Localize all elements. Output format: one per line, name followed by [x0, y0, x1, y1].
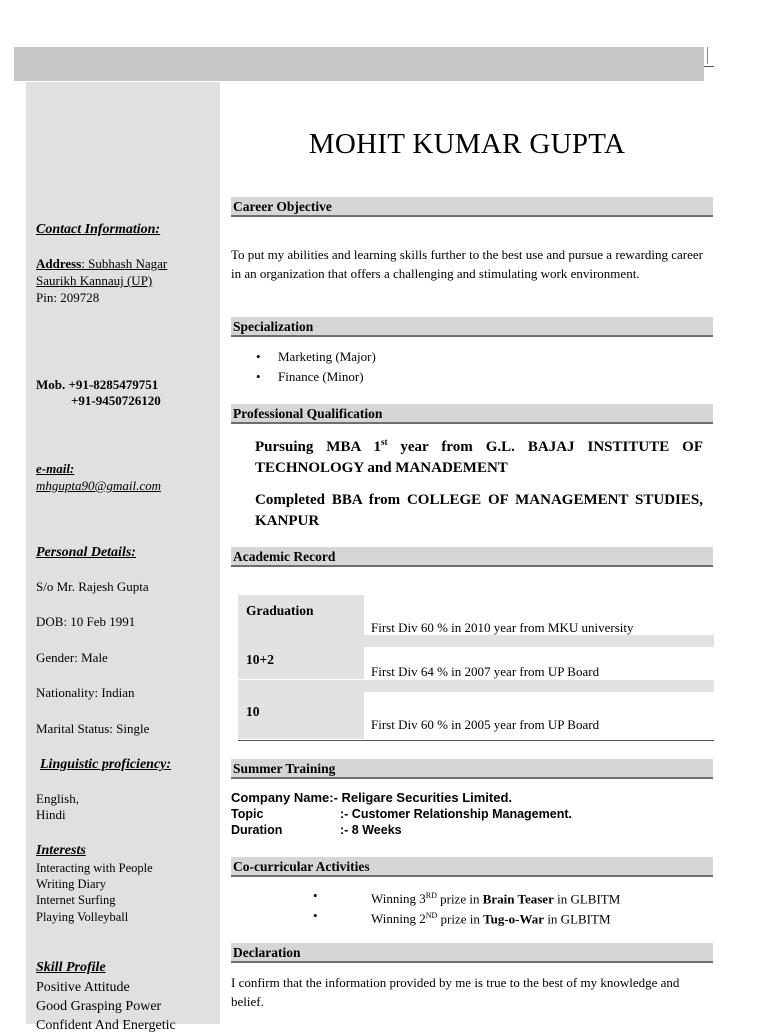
bullet-icon: • [313, 888, 318, 903]
skill-item: Confident And Energetic [36, 1018, 176, 1033]
interest-item: Internet Surfing [36, 893, 116, 907]
nationality: Nationality: Indian [36, 685, 135, 700]
cocurricular-heading: Co-curricular Activities [231, 857, 713, 877]
academic-label: 10+2 [238, 647, 364, 679]
qualification-2: Completed BBA from COLLEGE OF MANAGEMENT STUDIES, KANPUR [255, 492, 703, 529]
header-bar-edge [707, 47, 708, 64]
academic-label: Graduation [238, 595, 364, 635]
interest-item: Playing Volleyball [36, 910, 129, 924]
address-line2: Saurikh Kannauj (UP) [36, 273, 153, 288]
qualification-1-text: Pursuing MBA 1 [255, 439, 381, 455]
mobile-1: Mob. +91-8285479751 [36, 377, 159, 392]
dob: DOB: 10 Feb 1991 [36, 614, 136, 629]
academic-value: First Div 60 % in 2010 year from MKU university [371, 620, 634, 635]
gender: Gender: Male [36, 650, 108, 665]
marital-status: Marital Status: Single [36, 721, 150, 736]
skill-item: Good Grasping Power [36, 999, 162, 1014]
specialization-item [256, 367, 364, 387]
career-objective-text: To put my abilities and learning skills further to the best use and pursue a rewarding career in an organization that offers a challenging and stimulating work environment. [231, 247, 703, 281]
duration-label: Duration [231, 823, 283, 837]
cocurricular-event: Tug-o-War [483, 911, 545, 927]
topic-value: :- Customer Relationship Management. [340, 807, 572, 821]
skill-heading: Skill Profile [36, 960, 106, 975]
cocurricular-text: in GLBITM [544, 911, 611, 927]
academic-row-separator [238, 635, 714, 647]
summer-training-heading: Summer Training [231, 759, 713, 779]
company-name: Company Name:- Religare Securities Limited. [231, 790, 513, 805]
declaration-heading: Declaration [231, 943, 713, 963]
header-bar-tick [704, 66, 714, 67]
address-line1: : Subhash Nagar [81, 256, 168, 271]
academic-bottom-rule [238, 740, 714, 741]
language-2: Hindi [36, 807, 66, 822]
cocurricular-sup: RD [425, 891, 437, 900]
cocurricular-text: prize in [436, 891, 483, 907]
qualification-1 [255, 432, 703, 479]
specialization-label: Marketing (Major) [278, 349, 376, 364]
personal-heading: Personal Details: [36, 545, 136, 560]
email-link[interactable]: mhgupta90@gmail.com [36, 478, 161, 493]
address [36, 256, 167, 272]
bullet-icon: • [256, 369, 261, 384]
specialization-item [256, 347, 376, 367]
declaration-text: I confirm that the information provided by me is true to the best of my knowledge and belief. [231, 975, 680, 1009]
mobile-2: +91-9450726120 [71, 393, 161, 408]
header-bar [14, 47, 704, 81]
specialization-heading: Specialization [231, 317, 713, 337]
skill-item: Positive Attitude [36, 980, 130, 995]
contact-heading: Contact Information: [36, 222, 161, 237]
bullet-icon: • [313, 908, 318, 923]
qualification-1-rest: year from G.L. BAJAJ INSTITUTE OF TECHNOLOGY and MANADEMENT [255, 439, 703, 476]
qualification-1-sup: st [380, 437, 388, 447]
cocurricular-sup: ND [425, 911, 438, 920]
academic-value: First Div 64 % in 2007 year from UP Board [371, 664, 600, 679]
topic-label: Topic [231, 807, 264, 821]
linguistic-heading: Linguistic proficiency: [40, 757, 172, 772]
academic-row-separator [238, 680, 714, 692]
pin: Pin: 209728 [36, 290, 100, 305]
cocurricular-text: prize in [437, 911, 484, 927]
bullet-icon: • [256, 349, 261, 364]
academic-heading: Academic Record [231, 547, 713, 567]
qualification-heading: Professional Qualification [231, 404, 713, 424]
academic-label: 10 [238, 692, 364, 739]
cocurricular-event: Brain Teaser [482, 891, 554, 907]
cocurricular-text: Winning 2 [371, 911, 426, 927]
academic-value: First Div 60 % in 2005 year from UP Board [371, 717, 600, 732]
father-name: S/o Mr. Rajesh Gupta [36, 579, 149, 594]
interest-item: Interacting with People [36, 861, 153, 875]
email-label: e-mail: [36, 461, 75, 476]
interest-item: Writing Diary [36, 877, 106, 891]
interests-heading: Interests [36, 843, 86, 858]
cocurricular-text: in GLBITM [553, 891, 621, 907]
specialization-label: Finance (Minor) [278, 369, 364, 384]
candidate-name: MOHIT KUMAR GUPTA [308, 128, 626, 160]
cocurricular-item [313, 906, 611, 929]
language-1: English, [36, 791, 79, 806]
duration-value: :- 8 Weeks [340, 823, 402, 837]
address-label: Address [36, 256, 82, 271]
cocurricular-text: Winning 3 [371, 891, 426, 907]
career-objective-heading: Career Objective [231, 197, 713, 217]
